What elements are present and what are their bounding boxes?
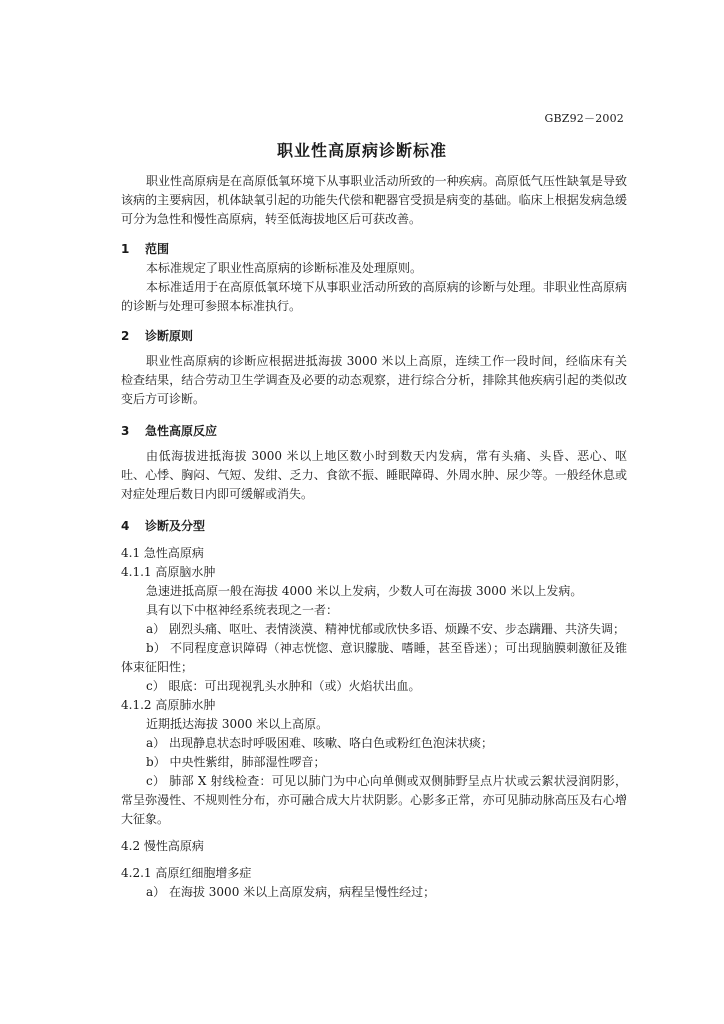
section-3-paragraph-1: 由低海拔进抵海拔 3000 米以上地区数小时到数天内发病，常有头痛、头昏、恶心、呕吐、心悸、胸闷、气短、发绀、乏力、食欲不振、睡眠障碍、外周水肿、尿少等。一般经休息或对症处理后数日内即可缓解或消失。 [121, 449, 627, 501]
subsection-4-1-2-item-c: c） 肺部 X 射线检查：可见以肺门为中心向单侧或双侧肺野呈点片状或云絮状浸润阴影，常呈弥漫性、不规则性分布，亦可融合成大片状阴影。心影多正常，亦可见肺动脉高压及右心增大征象。 [121, 774, 627, 826]
subsection-4-1-2-item-a: a） 出现静息状态时呼吸困难、咳嗽、咯白色或粉红色泡沫状痰； [146, 736, 493, 750]
section-1-heading [121, 240, 627, 259]
subsection-4-2: 4.2 慢性高原病 [121, 839, 204, 853]
section-2-heading [121, 327, 627, 346]
section-2-title: 诊断原则 [145, 329, 194, 343]
subsection-4-1-1-item-c: c） 眼底：可出现视乳头水肿和（或）火焰状出血。 [146, 679, 421, 693]
subsection-4-1-1-item-b: b） 不同程度意识障碍（神志恍惚、意识朦胧、嗜睡，甚至昏迷）；可出现脑膜刺激征及锥体束征阳性； [121, 641, 627, 674]
section-4 [121, 517, 627, 902]
section-1-number: 1 [121, 242, 130, 256]
section-2-number: 2 [121, 329, 130, 343]
section-1 [121, 240, 627, 316]
subsection-4-2-1: 4.2.1 高原红细胞增多症 [121, 866, 252, 880]
subsection-4-1-2-para-1: 近期抵达海拔 3000 米以上高原。 [146, 717, 329, 731]
standard-code: GBZ92－2002 [544, 112, 624, 125]
section-3 [121, 422, 627, 504]
section-4-heading [121, 517, 627, 536]
section-1-paragraph-1: 本标准规定了职业性高原病的诊断标准及处理原则。 [146, 261, 423, 275]
subsection-4-1: 4.1 急性高原病 [121, 546, 204, 560]
page-title: 职业性高原病诊断标准 [276, 141, 447, 160]
section-3-number: 3 [121, 424, 130, 438]
subsection-4-1-2: 4.1.2 高原肺水肿 [121, 698, 216, 712]
subsection-4-1-1-para-2: 具有以下中枢神经系统表现之一者： [146, 603, 339, 617]
section-2-paragraph-1: 职业性高原病的诊断应根据进抵海拔 3000 米以上高原，连续工作一段时间，经临床有关检查结果，结合劳动卫生学调查及必要的动态观察，进行综合分析，排除其他疾病引起的类似改变后方可诊断。 [121, 354, 627, 406]
section-1-paragraph-2: 本标准适用于在高原低氧环境下从事职业活动所致的高原病的诊断与处理。非职业性高原病的诊断与处理可参照本标准执行。 [121, 280, 627, 313]
subsection-4-1-2-item-b: b） 中央性紫绀，肺部湿性啰音； [146, 755, 326, 769]
section-1-title: 范围 [145, 242, 170, 256]
section-2 [121, 327, 627, 409]
section-4-title: 诊断及分型 [145, 519, 206, 533]
subsection-4-1-1: 4.1.1 高原脑水肿 [121, 565, 216, 579]
subsection-4-1-1-item-a: a） 剧烈头痛、呕吐、表情淡漠、精神忧郁或欣快多语、烦躁不安、步态蹒跚、共济失调； [146, 622, 625, 636]
intro-block [121, 172, 627, 229]
intro-paragraph: 职业性高原病是在高原低氧环境下从事职业活动所致的一种疾病。高原低气压性缺氧是导致该病的主要病因，机体缺氧引起的功能失代偿和靶器官受损是病变的基础。临床上根据发病急缓可分为急性和慢性高原病，转至低海拔地区后可获改善。 [121, 174, 627, 226]
section-3-heading [121, 422, 627, 441]
subsection-4-2-1-item-a: a） 在海拔 3000 米以上高原发病，病程呈慢性经过； [146, 885, 436, 899]
section-3-title: 急性高原反应 [145, 424, 218, 438]
section-4-number: 4 [121, 519, 130, 533]
subsection-4-1-1-para-1: 急速进抵高原一般在海拔 4000 米以上发病，少数人可在海拔 3000 米以上发病。 [146, 584, 583, 598]
